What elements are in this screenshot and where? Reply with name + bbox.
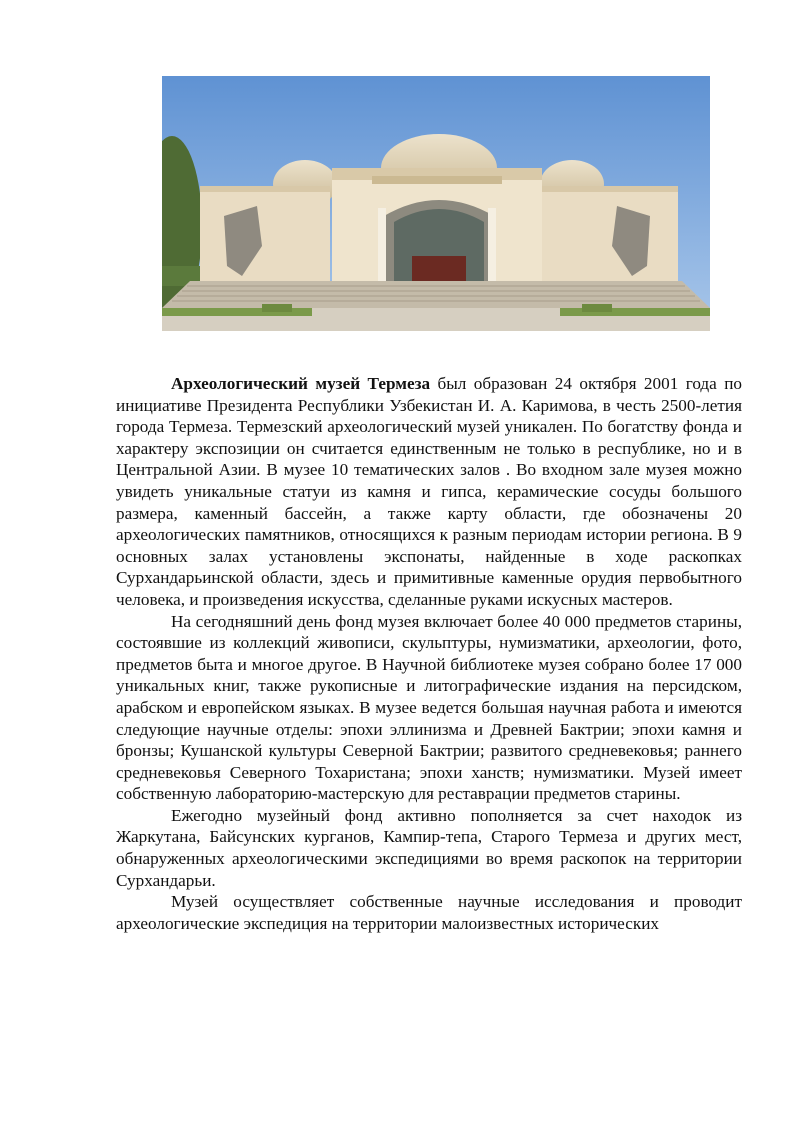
museum-name: Археологический музей Термеза [171,374,431,393]
paragraph: Ежегодно музейный фонд активно пополняется за счет находок из Жаркутана, Байсунских курганов, Кампир-тепа, Старого Термеза и других мест, обнаруженных археологическими экспедициями во время раскопок на территории Сурхандарьи. [116,805,742,890]
paragraph: Музей осуществляет собственные научные исследования и проводит археологические экспедиция на территории малоизвестных исторических [116,892,742,933]
paragraph [116,373,742,611]
museum-photo [162,76,710,331]
paragraph-text: был образован 24 октября 2001 года по инициативе Президента Республики Узбекистан И. А. Каримова, в честь 2500-летия города Термеза. Термезский археологический музей уникален. По богатству фонда и характеру экспозиции он считается единственным не только в республике, но и в Центральной Азии. В музее 10 тематических залов . Во входном зале музея можно увидеть уникальные статуи из камня и гипса, керамические сосуды большого размера, каменный бассейн, а также карту области, где обозначены 20 археологических памятников, относящихся к разным периодам истории региона. В 9 основных залах установлены экспонаты, найденные в ходе раскопках Сурхандарьинской области, здесь и примитивные каменные орудия первобытного человека, и произведения искусства, сделанные руками искусных мастеров. [116,374,743,609]
paragraph: На сегодняшний день фонд музея включает более 40 000 предметов старины, состоявшие из коллекций живописи, скульптуры, нумизматики, археологии, фото, предметов быта и многое другое. В Научной библиотеке музея собрано более 17 000 уникальных книг, также рукописные и литографические издания на персидском, арабском и европейском языках. В музее ведется большая научная работа и имеются следующие научные отделы: эпохи эллинизма и Древней Бактрии; эпохи камня и бронзы; Кушанской культуры Северной Бактрии; развитого средневековья; раннего средневековья Северного Тохаристана; эпохи ханств; нумизматики. Музей имеет собственную лабораторию-мастерскую для реставрации предметов старины. [116,611,742,804]
article-body [116,373,742,934]
